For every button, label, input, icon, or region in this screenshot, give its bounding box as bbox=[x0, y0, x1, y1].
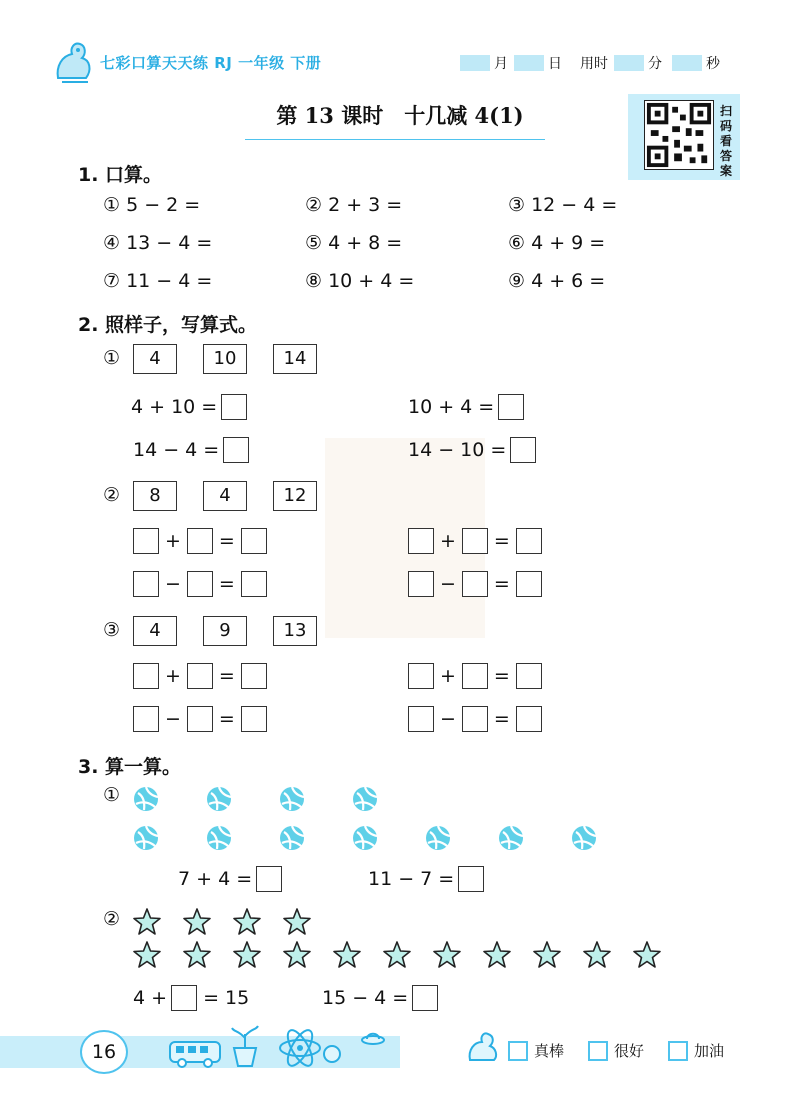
answer-box[interactable] bbox=[408, 571, 434, 597]
problem-label: ② bbox=[103, 908, 121, 930]
answer-box[interactable] bbox=[516, 663, 542, 689]
answer-box[interactable] bbox=[187, 663, 213, 689]
number-card: 13 bbox=[273, 616, 317, 646]
month-label: 月 bbox=[494, 56, 508, 72]
equals-sign: = bbox=[493, 708, 510, 730]
number-card: 8 bbox=[133, 481, 177, 511]
calc-item: ⑧ 10 + 4 = bbox=[305, 270, 415, 292]
rating-checkbox[interactable] bbox=[668, 1041, 688, 1061]
answer-box[interactable] bbox=[516, 528, 542, 554]
plus-sign: + bbox=[440, 530, 456, 552]
equals-sign: = bbox=[218, 530, 235, 552]
blank-equation bbox=[408, 663, 542, 689]
star-icon bbox=[133, 908, 161, 936]
star-icon bbox=[383, 941, 411, 969]
volleyball-icon bbox=[425, 825, 451, 851]
equation-text: = 15 bbox=[203, 987, 250, 1009]
problem-label: ① bbox=[103, 784, 121, 806]
equation-text: 7 + 4 = bbox=[178, 868, 253, 890]
time-used-label: 用时 bbox=[580, 56, 608, 72]
day-label: 日 bbox=[548, 56, 562, 72]
answer-box[interactable] bbox=[221, 394, 247, 420]
star-icon bbox=[583, 941, 611, 969]
example-equation bbox=[408, 437, 536, 463]
seconds-label: 秒 bbox=[706, 56, 720, 72]
mascot-icon bbox=[52, 38, 96, 84]
plant-pot-icon bbox=[228, 1022, 262, 1068]
mascot-small-icon bbox=[466, 1030, 502, 1064]
atom-icon bbox=[278, 1028, 322, 1068]
star-icon bbox=[333, 941, 361, 969]
number-card: 14 bbox=[273, 344, 317, 374]
blank-equation bbox=[133, 706, 267, 732]
calc-item: ① 5 − 2 = bbox=[103, 194, 201, 216]
page-number: 16 bbox=[80, 1030, 128, 1074]
answer-box[interactable] bbox=[187, 571, 213, 597]
answer-box[interactable] bbox=[462, 571, 488, 597]
answer-box[interactable] bbox=[241, 528, 267, 554]
answer-box[interactable] bbox=[408, 663, 434, 689]
equation-text: 14 − 10 = bbox=[408, 439, 507, 461]
equals-sign: = bbox=[493, 665, 510, 687]
answer-box[interactable] bbox=[462, 528, 488, 554]
answer-box[interactable] bbox=[498, 394, 524, 420]
answer-box[interactable] bbox=[171, 985, 197, 1011]
star-icon bbox=[483, 941, 511, 969]
equation-text: 10 + 4 = bbox=[408, 396, 495, 418]
equation-text: 14 − 4 = bbox=[133, 439, 220, 461]
calc-item: ② 2 + 3 = bbox=[305, 194, 403, 216]
answer-box[interactable] bbox=[133, 706, 159, 732]
plus-sign: + bbox=[165, 665, 181, 687]
equals-sign: = bbox=[493, 530, 510, 552]
volleyball-icon bbox=[133, 825, 159, 851]
month-input[interactable] bbox=[460, 55, 490, 71]
star-icon bbox=[283, 941, 311, 969]
answer-box[interactable] bbox=[241, 706, 267, 732]
bus-icon bbox=[168, 1038, 224, 1068]
calc-item: ③ 12 − 4 = bbox=[508, 194, 618, 216]
answer-box[interactable] bbox=[458, 866, 484, 892]
example-equation bbox=[133, 437, 249, 463]
group-label: ③ bbox=[103, 619, 121, 641]
equation-text: 4 + 10 = bbox=[131, 396, 218, 418]
blank-equation bbox=[133, 528, 267, 554]
title-underline bbox=[245, 139, 545, 140]
answer-box[interactable] bbox=[412, 985, 438, 1011]
volleyball-icon bbox=[133, 786, 159, 812]
rating-checkbox[interactable] bbox=[508, 1041, 528, 1061]
rating-keep-going[interactable] bbox=[668, 1040, 724, 1061]
qr-label: 扫码看答案 bbox=[720, 104, 733, 178]
calc-item: ⑤ 4 + 8 = bbox=[305, 232, 403, 254]
star-icon bbox=[183, 908, 211, 936]
equation-text: 11 − 7 = bbox=[368, 868, 455, 890]
rating-label: 真棒 bbox=[534, 1042, 565, 1060]
volleyball-icon bbox=[206, 786, 232, 812]
calc-item: ⑨ 4 + 6 = bbox=[508, 270, 606, 292]
ufo-icon bbox=[360, 1028, 386, 1048]
volleyball-icon bbox=[279, 825, 305, 851]
date-time-fields bbox=[460, 53, 726, 73]
group-label: ② bbox=[103, 484, 121, 506]
answer-box[interactable] bbox=[516, 706, 542, 732]
number-card: 10 bbox=[203, 344, 247, 374]
star-icon bbox=[633, 941, 661, 969]
answer-box[interactable] bbox=[462, 706, 488, 732]
star-icon bbox=[433, 941, 461, 969]
equation bbox=[178, 866, 282, 892]
blank-equation bbox=[408, 528, 542, 554]
number-card: 4 bbox=[203, 481, 247, 511]
rating-good[interactable] bbox=[588, 1040, 644, 1061]
equation bbox=[133, 985, 249, 1011]
answer-box[interactable] bbox=[187, 706, 213, 732]
answer-box[interactable] bbox=[241, 571, 267, 597]
minutes-input[interactable] bbox=[614, 55, 644, 71]
number-card: 4 bbox=[133, 344, 177, 374]
qr-code-icon[interactable] bbox=[644, 100, 714, 170]
number-card: 9 bbox=[203, 616, 247, 646]
equation bbox=[322, 985, 438, 1011]
answer-box[interactable] bbox=[133, 528, 159, 554]
calc-item: ④ 13 − 4 = bbox=[103, 232, 213, 254]
number-card: 4 bbox=[133, 616, 177, 646]
answer-box[interactable] bbox=[510, 437, 536, 463]
rating-checkbox[interactable] bbox=[588, 1041, 608, 1061]
globe-icon bbox=[322, 1044, 342, 1064]
example-equation bbox=[408, 394, 524, 420]
calc-item: ⑥ 4 + 9 = bbox=[508, 232, 606, 254]
equation-text: 4 + bbox=[133, 987, 168, 1009]
star-icon bbox=[233, 941, 261, 969]
volleyball-icon bbox=[279, 786, 305, 812]
answer-box[interactable] bbox=[187, 528, 213, 554]
star-icon bbox=[533, 941, 561, 969]
star-icon bbox=[283, 908, 311, 936]
group-label: ① bbox=[103, 347, 121, 369]
answer-box[interactable] bbox=[462, 663, 488, 689]
volleyball-icon bbox=[498, 825, 524, 851]
answer-box[interactable] bbox=[223, 437, 249, 463]
day-input[interactable] bbox=[514, 55, 544, 71]
answer-box[interactable] bbox=[133, 571, 159, 597]
blank-equation bbox=[408, 571, 542, 597]
answer-box[interactable] bbox=[408, 528, 434, 554]
minus-sign: − bbox=[440, 573, 456, 595]
answer-box[interactable] bbox=[516, 571, 542, 597]
rating-excellent[interactable] bbox=[508, 1040, 564, 1061]
minus-sign: − bbox=[440, 708, 456, 730]
seconds-input[interactable] bbox=[672, 55, 702, 71]
answer-box[interactable] bbox=[408, 706, 434, 732]
lesson-title: 第 13 课时 十几减 4(1) bbox=[276, 103, 524, 128]
answer-box[interactable] bbox=[256, 866, 282, 892]
blank-equation bbox=[133, 663, 267, 689]
minus-sign: − bbox=[165, 573, 181, 595]
answer-box[interactable] bbox=[241, 663, 267, 689]
number-card: 12 bbox=[273, 481, 317, 511]
volleyball-icon bbox=[206, 825, 232, 851]
equation bbox=[368, 866, 484, 892]
plus-sign: + bbox=[165, 530, 181, 552]
rating-label: 加油 bbox=[694, 1042, 725, 1060]
minutes-label: 分 bbox=[648, 56, 662, 72]
section-2-title: 2. 照样子，写算式。 bbox=[78, 314, 258, 336]
book-title: 七彩口算天天练 RJ 一年级 下册 bbox=[100, 54, 322, 72]
volleyball-icon bbox=[571, 825, 597, 851]
answer-box[interactable] bbox=[133, 663, 159, 689]
equals-sign: = bbox=[218, 573, 235, 595]
section-1-title: 1. 口算。 bbox=[78, 164, 163, 186]
star-icon bbox=[183, 941, 211, 969]
blank-equation bbox=[408, 706, 542, 732]
volleyball-icon bbox=[352, 825, 378, 851]
section-3-title: 3. 算一算。 bbox=[78, 756, 182, 778]
plus-sign: + bbox=[440, 665, 456, 687]
minus-sign: − bbox=[165, 708, 181, 730]
equation-text: 15 − 4 = bbox=[322, 987, 409, 1009]
star-icon bbox=[233, 908, 261, 936]
equals-sign: = bbox=[493, 573, 510, 595]
rating-label: 很好 bbox=[614, 1042, 645, 1060]
calc-item: ⑦ 11 − 4 = bbox=[103, 270, 213, 292]
volleyball-icon bbox=[352, 786, 378, 812]
equals-sign: = bbox=[218, 665, 235, 687]
equals-sign: = bbox=[218, 708, 235, 730]
star-icon bbox=[133, 941, 161, 969]
example-equation bbox=[131, 394, 247, 420]
blank-equation bbox=[133, 571, 267, 597]
